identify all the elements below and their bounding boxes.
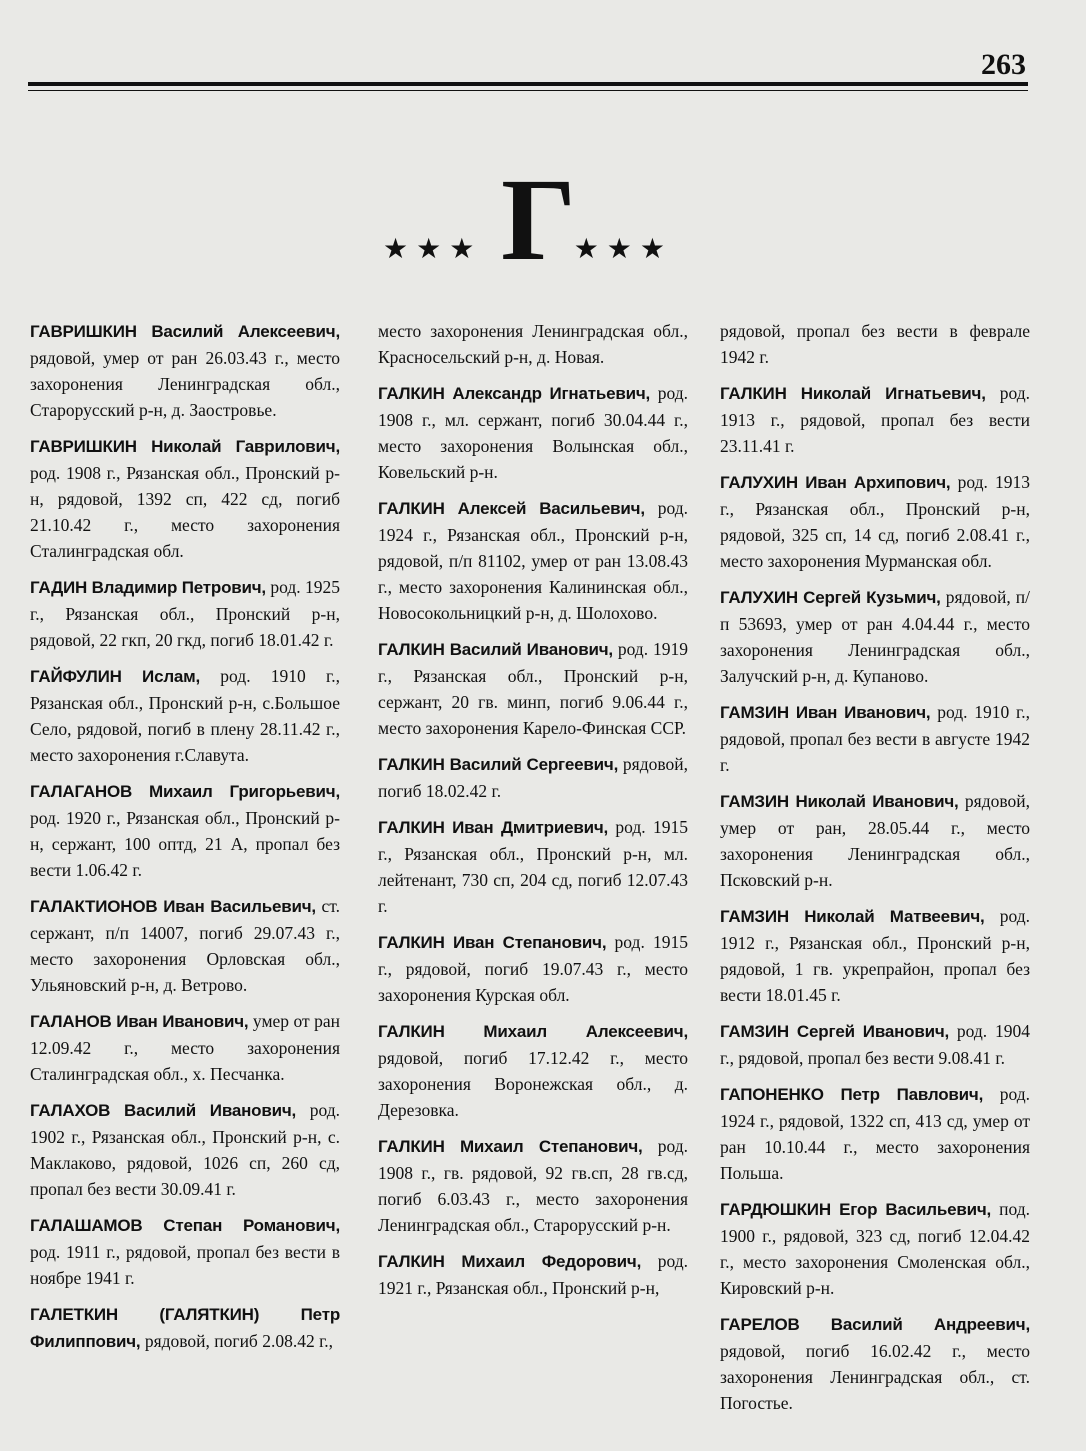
entry-text: род. 1915 г., Рязанская обл., Пронский р-н, мл. лейтенант, 730 сп, 204 сд, погиб 12.07.43 г. (378, 817, 688, 916)
entry-name: ГАЛКИН Алексей Васильевич, (378, 499, 645, 518)
entry-text: род. 1902 г., Рязанская обл., Пронский р-н, с. Маклаково, рядовой, 1026 сп, 260 сд, пропал без вести 30.09.41 г. (30, 1100, 340, 1199)
entry-text: ст. сержант, п/п 14007, погиб 29.07.43 г., место захоронения Орловская обл., Ульяновский р-н, д. Ветрово. (30, 896, 340, 995)
header-rule-thin (28, 90, 1028, 91)
entry-text: род. 1908 г., мл. сержант, погиб 30.04.44 г., место захоронения Волынская обл., Ковельский р-н. (378, 383, 688, 482)
entry-text: род. 1910 г., рядовой, пропал без вести в августе 1942 г. (720, 702, 1030, 775)
entry (378, 495, 688, 626)
entry-text: род. 1911 г., рядовой, пропал без вести в ноябре 1941 г. (30, 1242, 340, 1288)
entry (720, 903, 1030, 1008)
entry-name: ГАЛАГАНОВ Михаил Григорьевич, (30, 782, 340, 801)
section-heading (383, 154, 673, 285)
entry-name: ГАЛАКТИОНОВ Иван Васильевич, (30, 897, 316, 916)
entry (720, 469, 1030, 574)
entry (30, 1008, 340, 1087)
entry-name: ГАМЗИН Сергей Иванович, (720, 1022, 950, 1041)
header-rule-thick (28, 82, 1028, 86)
entry-name: ГАЛКИН Николай Игнатьевич, (720, 384, 986, 403)
entry-text: род. 1920 г., Рязанская обл., Пронский р-н, сержант, 100 оптд, 21 А, пропал без вести 1.06.42 г. (30, 808, 340, 880)
entry-text: род. 1910 г., Рязанская обл., Пронский р-н, с.Большое Село, рядовой, погиб в плену 28.11.42 г., место захоронения г.Славута. (30, 666, 340, 765)
page-number: 263 (981, 48, 1026, 81)
entry (720, 1196, 1030, 1301)
entry (720, 1081, 1030, 1186)
entry-name: ГАПОНЕНКО Петр Павлович, (720, 1085, 984, 1104)
entry (30, 893, 340, 998)
entry-name: ГАЛАНОВ Иван Иванович, (30, 1012, 249, 1031)
entry (30, 778, 340, 883)
entry-text: рядовой, п/п 53693, умер от ран 4.04.44 г., место захоронения Ленинградская обл., Залучский р-н, д. Купаново. (720, 587, 1030, 686)
entry-name: ГАЛКИН Иван Дмитриевич, (378, 818, 609, 837)
entry-name: ГАЛКИН Александр Игнатьевич, (378, 384, 651, 403)
column-2 (378, 318, 688, 1311)
entry (378, 814, 688, 919)
entry (720, 380, 1030, 459)
entry-name: ГАЛЕТКИН (ГАЛЯТКИН) Петр Филиппович, (30, 1305, 340, 1351)
entry-text: род. 1915 г., рядовой, погиб 19.07.43 г., место захоронения Курская обл. (378, 932, 689, 1005)
entry-text: рядовой, умер от ран, 28.05.44 г., место захоронения Ленинградская обл., Псковский р-н. (720, 791, 1030, 890)
entry-name: ГАДИН Владимир Петрович, (30, 578, 266, 597)
entry-text: рядовой, пропал без вести в феврале 1942 г. (720, 321, 1030, 367)
entry (378, 1133, 688, 1238)
entry (30, 1212, 340, 1291)
entry-name: ГАЛАХОВ Василий Иванович, (30, 1101, 297, 1120)
entry-text: рядовой, погиб 2.08.42 г., (140, 1331, 334, 1351)
entry (720, 1311, 1030, 1416)
entry-name: ГАЛКИН Михаил Алексеевич, (378, 1022, 688, 1041)
entry-text: под. 1900 г., рядовой, 323 сд, погиб 12.04.42 г., место захоронения Смоленская обл., Кировский р-н. (720, 1199, 1030, 1298)
entry (720, 318, 1030, 370)
entry (720, 788, 1030, 893)
entry-text: рядовой, погиб 18.02.42 г. (378, 754, 689, 801)
entry (378, 929, 688, 1008)
entry (30, 433, 340, 564)
entry-name: ГАМЗИН Николай Иванович, (720, 792, 959, 811)
stars-left: ★★★ (383, 234, 483, 265)
entry (30, 574, 340, 653)
entry-text: рядовой, умер от ран 26.03.43 г., место захоронения Ленинградская обл., Старорусский р-н, д. Заостровье. (30, 348, 340, 420)
entry-text: рядовой, погиб 16.02.42 г., место захоронения Ленинградская обл., ст. Погостье. (720, 1341, 1030, 1413)
entry (30, 663, 340, 768)
entry-text: род. 1921 г., Рязанская обл., Пронский р-н, (378, 1251, 688, 1298)
section-letter: Г (501, 154, 577, 285)
column-1 (30, 318, 340, 1365)
entry-text: род. 1924 г., Рязанская обл., Пронский р-н, рядовой, п/п 81102, умер от ран 13.08.43 г., место захоронения Калининская обл., Новосокольницкий р-н, д. Шолохово. (378, 498, 688, 623)
entry-text: род. 1913 г., рядовой, пропал без вести 23.11.41 г. (720, 383, 1030, 456)
entry-name: ГАЛКИН Иван Степанович, (378, 933, 607, 952)
entry-name: ГАРЕЛОВ Василий Андреевич, (720, 1315, 1030, 1334)
entry-text: род. 1904 г., рядовой, пропал без вести 9.08.41 г. (720, 1021, 1030, 1068)
entry-name: ГАРДЮШКИН Егор Васильевич, (720, 1200, 992, 1219)
entry (378, 636, 688, 741)
stars-right: ★★★ (573, 234, 673, 265)
entry-text: род. 1908 г., гв. рядовой, 92 гв.сп, 28 гв.сд, погиб 6.03.43 г., место захоронения Ленинградская обл., Старорусский р-н. (378, 1136, 688, 1235)
entry-text: место захоронения Ленинградская обл., Красносельский р-н, д. Новая. (378, 321, 688, 367)
entry (30, 318, 340, 423)
entry-name: ГАЛУХИН Сергей Кузьмич, (720, 588, 941, 607)
entry-text: род. 1908 г., Рязанская обл., Пронский р-н, рядовой, 1392 сп, 422 сд, погиб 21.10.42 г., место захоронения Сталинградская обл. (30, 463, 340, 561)
entry-name: ГАЛАШАМОВ Степан Романович, (30, 1216, 340, 1235)
entry (378, 318, 688, 370)
entry (30, 1301, 340, 1355)
entry (720, 584, 1030, 689)
entry (720, 699, 1030, 778)
entry-text: род. 1924 г., рядовой, 1322 сп, 413 сд, умер от ран 10.10.44 г., место захоронения Польша. (720, 1084, 1030, 1183)
entry (30, 1097, 340, 1202)
entry-text: род. 1912 г., Рязанская обл., Пронский р-н, рядовой, 1 гв. укрепрайон, пропал без вести 18.01.45 г. (720, 906, 1030, 1005)
entry-name: ГАВРИШКИН Николай Гаврилович, (30, 437, 340, 456)
entry-name: ГАЛКИН Михаил Федорович, (378, 1252, 642, 1271)
entry (378, 380, 688, 485)
entry (720, 1018, 1030, 1071)
entry-name: ГАМЗИН Иван Иванович, (720, 703, 931, 722)
entry-name: ГАЙФУЛИН Ислам, (30, 667, 201, 686)
entry-name: ГАМЗИН Николай Матвеевич, (720, 907, 985, 926)
entry-name: ГАЛКИН Василий Иванович, (378, 640, 613, 659)
entry-text: рядовой, погиб 17.12.42 г., место захоронения Воронежская обл., д. Дерезовка. (378, 1048, 688, 1120)
entry (378, 751, 688, 804)
entry-name: ГАЛКИН Михаил Степанович, (378, 1137, 643, 1156)
column-3 (720, 318, 1030, 1426)
entry (378, 1248, 688, 1301)
entry-text: род. 1913 г., Рязанская обл., Пронский р-н, рядовой, 325 сп, 14 сд, погиб 2.08.41 г., место захоронения Мурманская обл. (720, 472, 1030, 571)
entry-text: род. 1925 г., Рязанская обл., Пронский р-н, рядовой, 22 гкп, 20 гкд, погиб 18.01.42 г. (30, 577, 341, 650)
entry-name: ГАЛУХИН Иван Архипович, (720, 473, 951, 492)
entry-text: умер от ран 12.09.42 г., место захоронения Сталинградская обл., х. Песчанка. (30, 1011, 340, 1084)
entry-name: ГАВРИШКИН Василий Алексеевич, (30, 322, 340, 341)
entry (378, 1018, 688, 1123)
entry-name: ГАЛКИН Василий Сергеевич, (378, 755, 619, 774)
entry-text: род. 1919 г., Рязанская обл., Пронский р-н, сержант, 20 гв. минп, погиб 9.06.44 г., место захоронения Карело-Финская ССР. (378, 639, 688, 738)
